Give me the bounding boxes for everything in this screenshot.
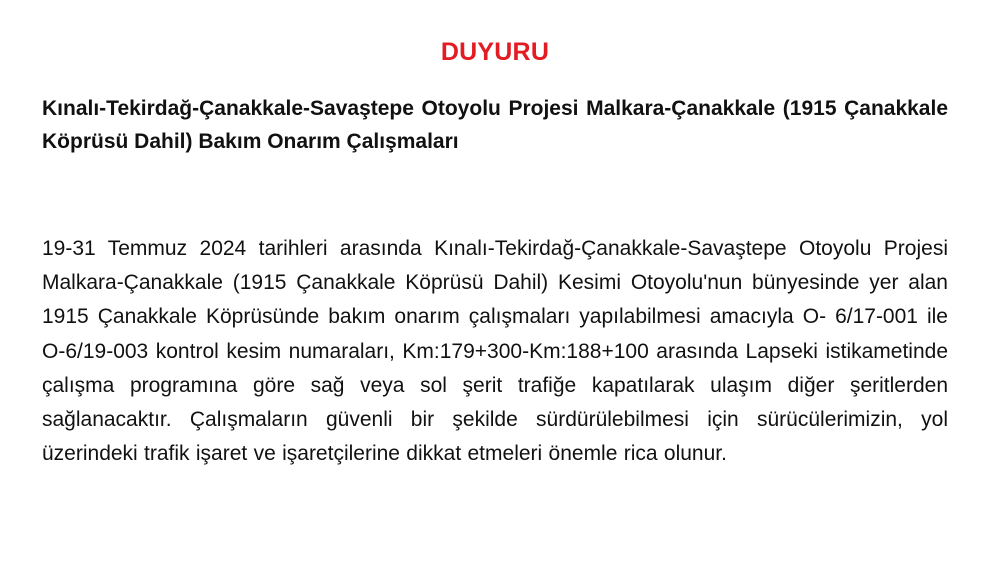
announcement-document <box>42 0 948 587</box>
announcement-title: DUYURU <box>440 38 550 66</box>
announcement-subject: Kınalı-Tekirdağ-Çanakkale-Savaştepe Otoyolu Projesi Malkara-Çanakkale (1915 Çanakkale Köprüsü Dahil) Bakım Onarım Çalışmaları <box>42 97 948 153</box>
announcement-body: 19-31 Temmuz 2024 tarihleri arasında Kınalı-Tekirdağ-Çanakkale-Savaştepe Otoyolu Projesi Malkara-Çanakkale (1915 Çanakkale Köprüsü Dahil) Kesimi Otoyolu'nun bünyesinde yer alan 1915 Çanakkale Köprüsünde bakım onarım çalışmaları yapılabilmesi amacıyla O- 6/17-001 ile O-6/19-003 kontrol kesim numaraları, Km:179+300-Km:188+100 arasında Lapseki istikametinde çalışma programına göre sağ veya sol şerit trafiğe kapatılarak ulaşım diğer şeritlerden sağlanacaktır. Çalışmaların güvenli bir şekilde sürdürülebilmesi için sürücülerimizin, yol üzerindeki trafik işaret ve işaretçilerine dikkat etmeleri önemle rica olunur. <box>42 237 948 466</box>
